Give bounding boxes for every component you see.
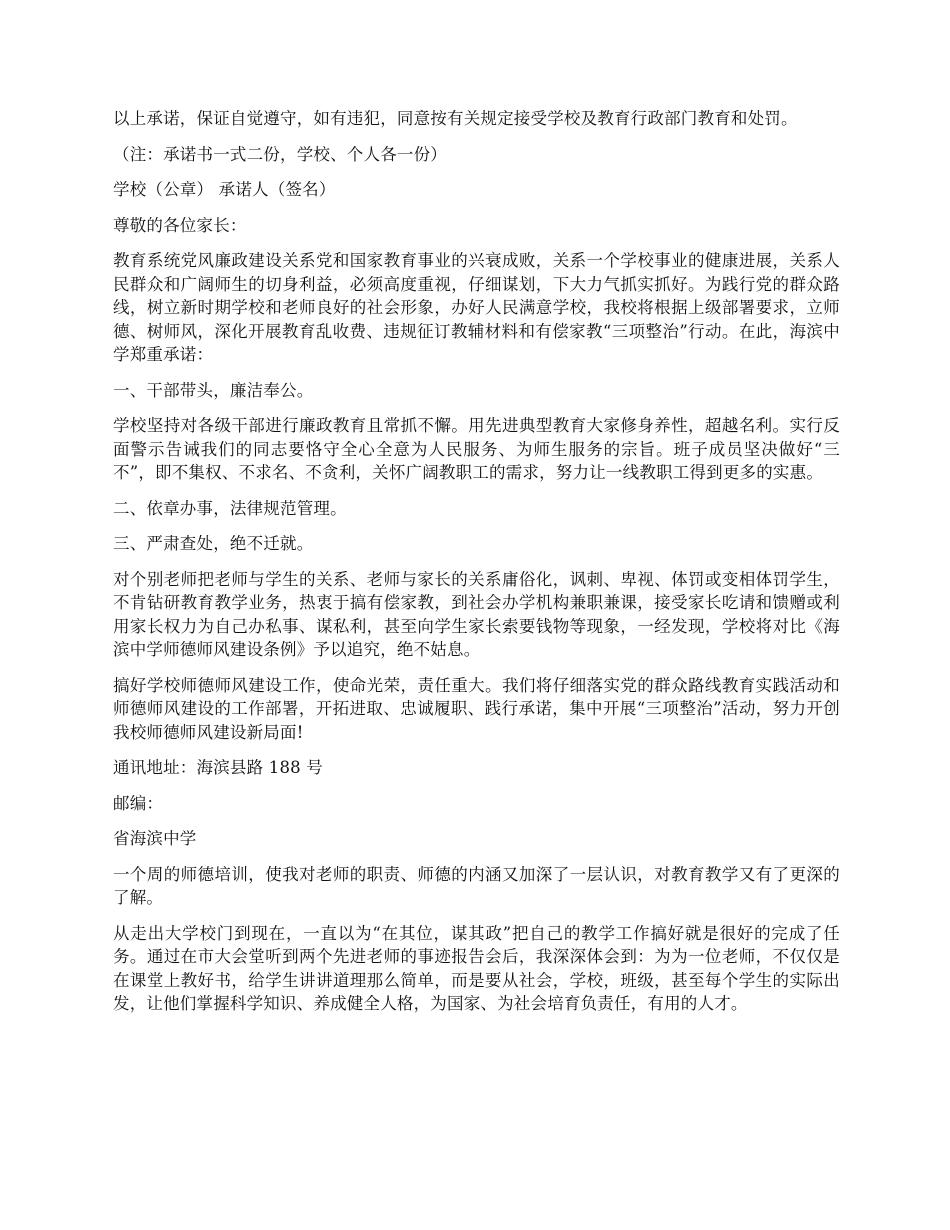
paragraph-postcode: 邮编： <box>113 793 164 813</box>
heading-item-three: 三、严肃查处，绝不迁就。 <box>113 534 314 553</box>
paragraph-pledge-conclusion: 以上承诺，保证自觉遵守，如有违犯，同意按有关规定接受学校及教育行政部门教育和处罚。 <box>113 109 798 128</box>
document-body <box>113 107 840 1028</box>
paragraph-salutation: 尊敬的各位家长： <box>113 215 247 235</box>
paragraph-note: （注：承诺书一式二份，学校、个人各一份） <box>113 144 447 164</box>
paragraph-signature-line: 学校（公章） 承诺人（签名） <box>113 180 336 199</box>
heading-item-two: 二、依章办事，法律规范管理。 <box>113 498 347 518</box>
heading-item-one: 一、干部带头，廉洁奉公。 <box>113 380 314 400</box>
paragraph-training-intro: 一个周的师德培训，使我对老师的职责、师德的内涵又加深了一层认识，对教育教学又有了更深的了解。 <box>113 864 840 907</box>
paragraph-address: 通讯地址：海滨县路 188 号 <box>113 758 323 777</box>
paragraph-item-one-body: 学校坚持对各级干部进行廉政教育且常抓不懈。用先进典型教育大家修身养性，超越名利。实行反面警示告诫我们的同志要恪守全心全意为人民服务、为师生服务的宗旨。班子成员坚决做好“三不”，即不集权、不求名、不贪利，关怀广阔教职工的需求，努力让一线教职工得到更多的实惠。 <box>113 416 840 482</box>
paragraph-training-reflection: 从走出大学校门到现在，一直以为“在其位，谋其政”把自己的教学工作搞好就是很好的完成了任务。通过在市大会堂听到两个先进老师的事迹报告会后，我深深体会到：为为一位老师，不仅仅是在课堂上教好书，给学生讲讲道理那么简单，而是要从社会，学校，班级，甚至每个学生的实际出发，让他们掌握科学知识、养成健全人格，为国家、为社会培育负责任，有用的人才。 <box>113 923 840 1013</box>
paragraph-intro: 教育系统党风廉政建设关系党和国家教育事业的兴衰成败，关系一个学校事业的健康进展，关系人民群众和广阔师生的切身利益，必须高度重视，仔细谋划，下大力气抓实抓好。为践行党的群众路线，树立新时期学校和老师良好的社会形象，办好人民满意学校，我校将根据上级部署要求，立师德、树师风，深化开展教育乱收费、违规征订教辅材料和有偿家教“三项整治”行动。在此，海滨中学郑重承诺： <box>113 251 840 364</box>
paragraph-item-three-body: 对个别老师把老师与学生的关系、老师与家长的关系庸俗化，讽刺、卑视、体罚或变相体罚学生，不肯钻研教育教学业务，热衷于搞有偿家教，到社会办学机构兼职兼课，接受家长吃请和馈赠或利用家长权力为自己办私事、谋私利，甚至向学生家长索要钱物等现象，一经发现，学校将对比《海滨中学师德师风建设条例》予以追究，绝不姑息。 <box>113 569 840 659</box>
paragraph-school-name: 省海滨中学 <box>113 829 197 848</box>
paragraph-closing: 搞好学校师德师风建设工作，使命光荣，责任重大。我们将仔细落实党的群众路线教育实践活动和师德师风建设的工作部署，开拓进取、忠诚履职、践行承诺，集中开展“三项整治”活动，努力开创我校师德师风建设新局面! <box>113 675 840 742</box>
